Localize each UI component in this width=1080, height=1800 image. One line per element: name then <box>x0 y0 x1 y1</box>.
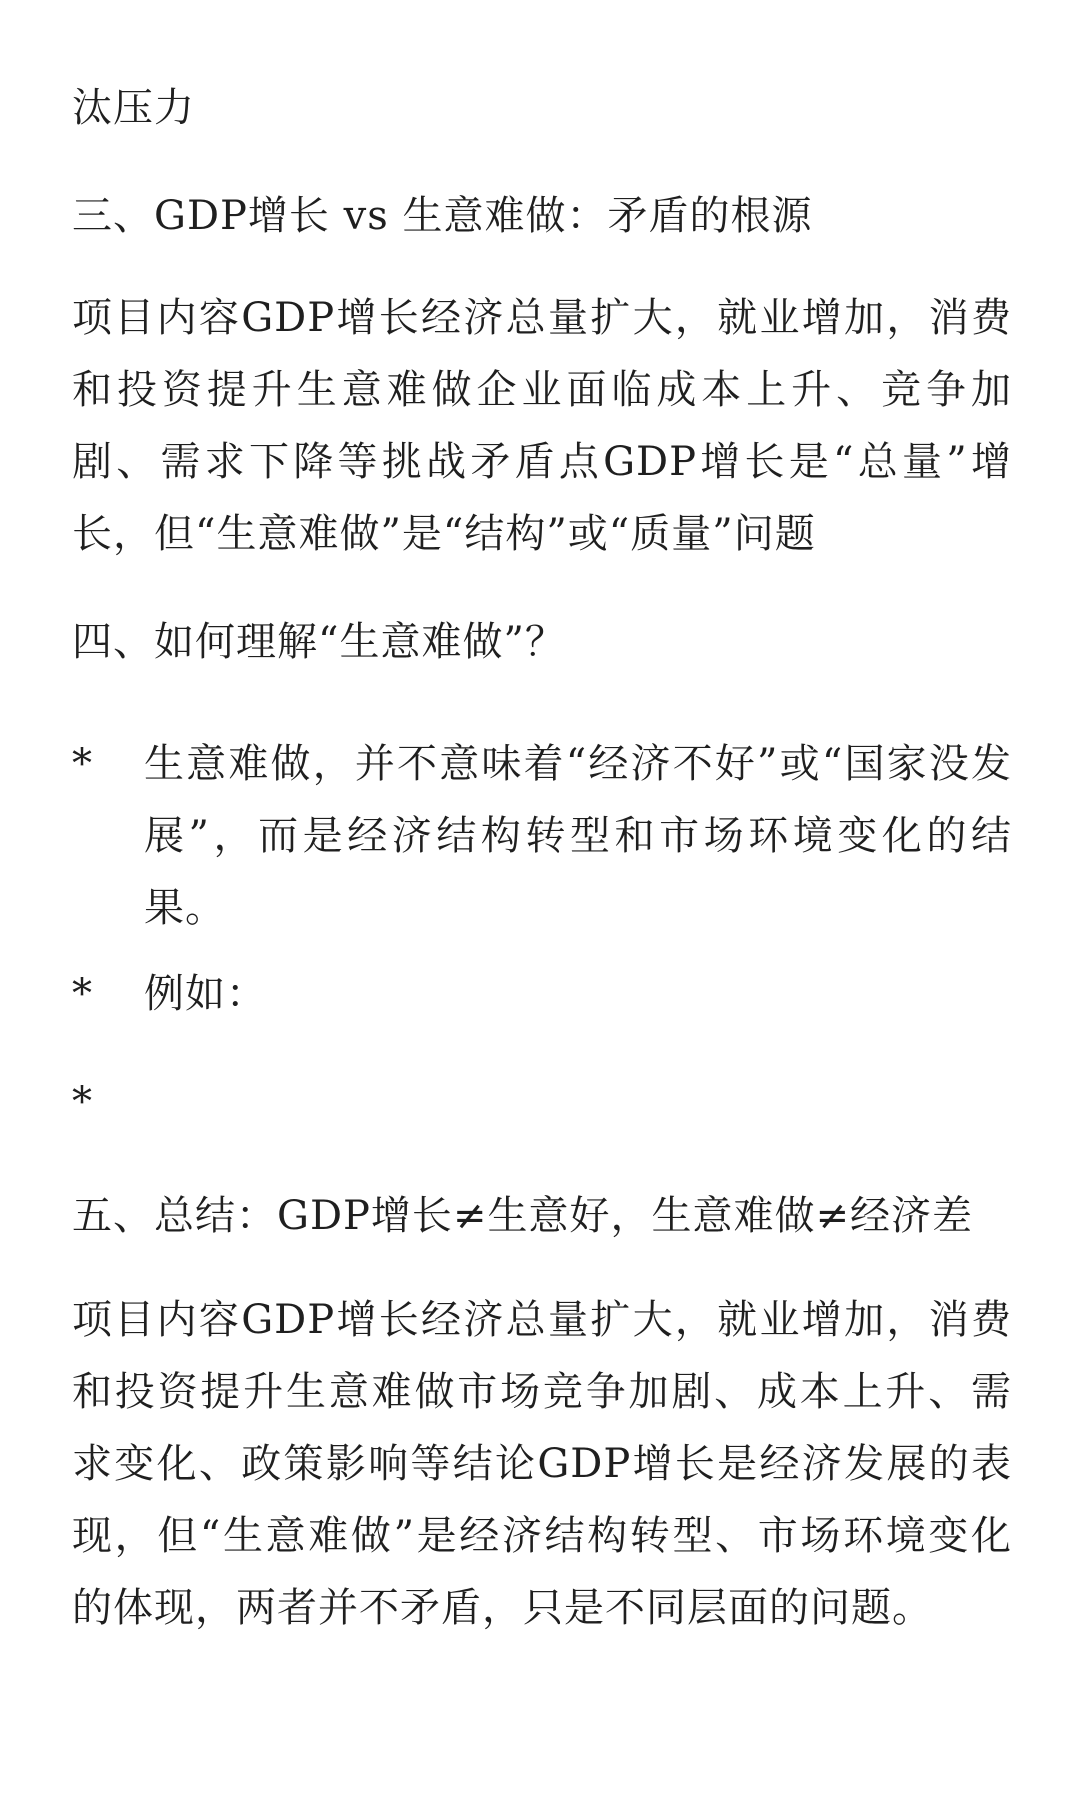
section3-heading: 三、GDP增长 vs 生意难做：矛盾的根源 <box>72 193 813 239</box>
section3-paragraph: 项目内容GDP增长经济总量扩大，就业增加，消费和投资提升生意难做企业面临成本上升、竞争加剧、需求下降等挑战矛盾点GDP增长是“总量”增长，但“生意难做”是“结构”或“质量”问题 <box>72 295 1012 557</box>
section4-heading: 四、如何理解“生意难做”？ <box>72 619 566 665</box>
bullet-marker: * <box>72 971 92 1017</box>
bullet-marker: * <box>72 741 92 787</box>
section5-paragraph: 项目内容GDP增长经济总量扩大，就业增加，消费和投资提升生意难做市场竞争加剧、成本上升、需求变化、政策影响等结论GDP增长是经济发展的表现，但“生意难做”是经济结构转型、市场环境变化的体现，两者并不矛盾，只是不同层面的问题。 <box>72 1297 1012 1631</box>
bullet-text: 例如： <box>144 971 267 1017</box>
section5-heading: 五、总结：GDP增长≠生意好，生意难做≠经济差 <box>72 1193 973 1239</box>
bullet-text: 生意难做，并不意味着“经济不好”或“国家没发展”，而是经济结构转型和市场环境变化的结果。 <box>144 741 1012 931</box>
bullet-marker: * <box>72 1079 92 1125</box>
fragment-text: 汰压力 <box>72 85 195 131</box>
